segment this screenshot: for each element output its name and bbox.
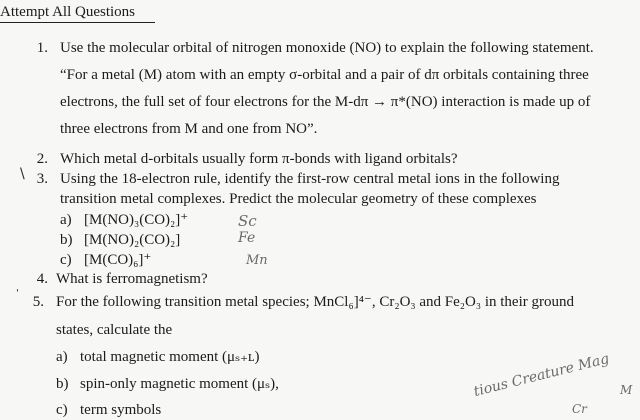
question-number: 3. (36, 171, 48, 187)
handwritten-margin-note: Cr (572, 402, 587, 416)
handwritten-margin-note: M (620, 383, 633, 397)
question-line: Use the molecular orbital of nitrogen monoxide (NO) to explain the following statement. (60, 40, 594, 56)
part-label: b) (56, 376, 69, 392)
tick-mark-icon: \ (20, 166, 25, 182)
part-label: a) (56, 349, 68, 365)
handwritten-margin-note: tious Creature Mag (472, 350, 611, 400)
question-number: 1. (36, 40, 48, 56)
question-number: 5. (32, 294, 44, 310)
question-line: Which metal d-orbitals usually form π-bonds with ligand orbitals? (60, 151, 458, 167)
handwritten-note: Fe (238, 230, 256, 246)
part-label: b) (60, 232, 73, 248)
complex-formula: [M(NO)₃(CO)₂]⁺ (84, 212, 189, 228)
question-line: electrons, the full set of four electrons for the M-dπ → π*(NO) interaction is made up of (60, 94, 591, 110)
question-line: states, calculate the (56, 322, 173, 338)
question-number: 2. (36, 151, 48, 167)
bullet-mark-icon: ' (16, 288, 19, 299)
question-line: Using the 18-electron rule, identify the first-row central metal ions in the following (60, 171, 560, 187)
complex-formula: [M(CO)₆]⁺ (84, 252, 152, 268)
question-line: For the following transition metal species; MnCl₆]⁴⁻, Cr₂O₃ and Fe₂O₃ in their ground (56, 294, 574, 310)
part-text: spin-only magnetic moment (μₛ), (80, 376, 279, 392)
complex-formula: [M(NO)₂(CO)₂] (84, 232, 181, 248)
part-label: c) (56, 402, 68, 418)
question-line: “For a metal (M) atom with an empty σ-orbital and a pair of dπ orbitals containing three (60, 67, 589, 83)
question-line: What is ferromagnetism? (56, 271, 208, 287)
handwritten-note: Sc (238, 212, 257, 230)
part-text: total magnetic moment (μₛ₊ʟ) (80, 349, 260, 365)
handwritten-note: Mn (246, 253, 268, 268)
question-line: transition metal complexes. Predict the molecular geometry of these complexes (60, 191, 537, 207)
page-title: Attempt All Questions (0, 2, 155, 23)
question-number: 4. (36, 271, 48, 287)
question-line: three electrons from M and one from NO”. (60, 121, 318, 137)
part-label: c) (60, 252, 72, 268)
part-label: a) (60, 212, 72, 228)
part-text: term symbols (80, 402, 162, 418)
